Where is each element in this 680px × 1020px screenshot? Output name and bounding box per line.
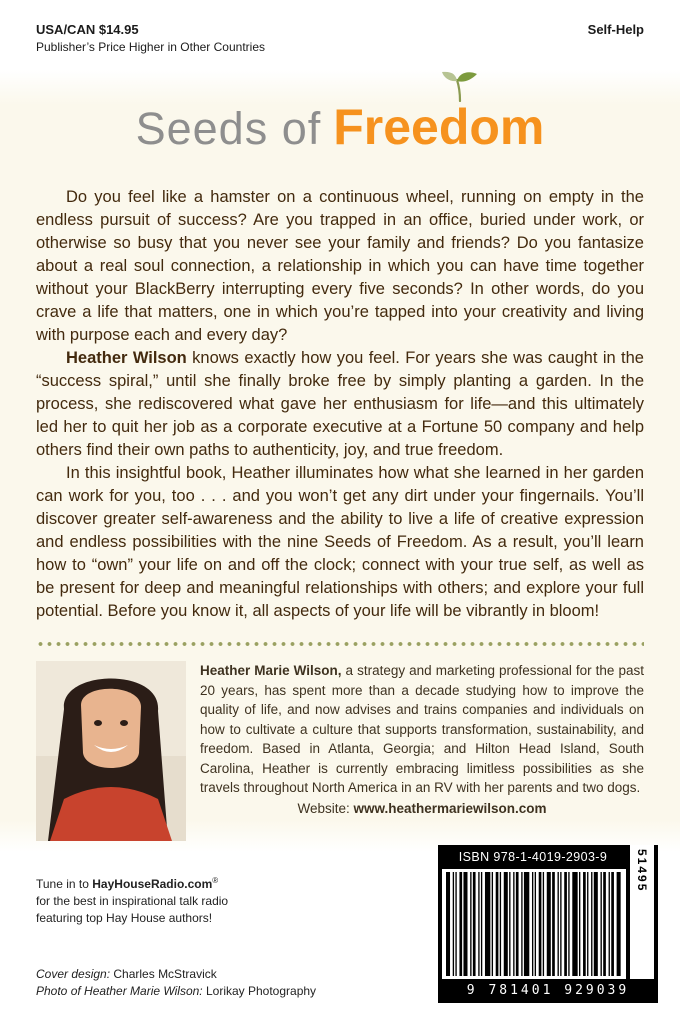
radio-line-3: featuring top Hay House authors!	[36, 911, 213, 925]
website-url: www.heathermariewilson.com	[353, 800, 547, 816]
dotted-divider	[36, 641, 644, 647]
paragraph-2-rest: knows exactly how you feel. For years she was caught in the “success spiral,” until she finally broke free by simply planting a garden. In the process, she rediscovered what gave her enthusiasm for life—and this ultimately led her to quit her job as a corporate executive at a Fortune 50 company and help others find their own paths to authenticity, joy, and true freedom.	[36, 349, 644, 459]
author-photo	[36, 661, 186, 841]
top-bar	[0, 0, 680, 54]
bio-author-name: Heather Marie Wilson,	[200, 663, 342, 678]
photo-credit-label: Photo of Heather Marie Wilson:	[36, 984, 203, 998]
book-title	[0, 98, 680, 156]
price-block	[36, 22, 265, 54]
category-label: Self-Help	[587, 22, 644, 37]
bio-body: a strategy and marketing professional for the past 20 years, has spent more than a decade studying how to improve the quality of life, and now advises and trains companies and individuals on how to cultivate a culture that supports transformation, sustainability, and freedom. Based in Atlanta, Georgia; and Hilton Head Island, South Carolina, Heather is currently embracing limitless possibilities as she travels throughout North America in an RV with her parents and two dogs.	[200, 663, 644, 795]
bio-paragraph	[200, 661, 644, 798]
website-label: Website:	[297, 800, 354, 816]
title-accent: Freedom	[333, 99, 545, 155]
barcode-addon: 51495	[635, 849, 649, 893]
author-bio-section	[36, 661, 644, 841]
price-note: Publisher’s Price Higher in Other Countries	[36, 40, 265, 54]
author-bio-text	[200, 661, 644, 841]
credits	[36, 966, 316, 1000]
title-light: Seeds of	[135, 103, 322, 154]
author-name-bold: Heather Wilson	[66, 349, 187, 367]
radio-line-1	[36, 872, 228, 893]
registered-mark: ®	[212, 876, 219, 885]
paragraph-3: In this insightful book, Heather illuminates how what she learned in her garden can work for you, too . . . and you won’t get any dirt under your fingernails. You’ll discover greater self-awareness and the ability to live a life of creative expression and endless possibilities with the nine Seeds of Freedom. As a result, you’ll learn how to “own” your life on and off the clock; connect with your true self, as well as be present for deep and meaningful relationships with others; and explore your full potential. Before you know it, all aspects of your life will be vibrantly in bloom!	[36, 464, 644, 620]
barcode-bars	[446, 872, 622, 976]
isbn-text: ISBN 978-1-4019-2903-9	[458, 850, 608, 864]
cover-design-value: Charles McStravick	[110, 967, 217, 981]
photo-credit	[36, 983, 316, 1000]
website-line	[200, 799, 644, 819]
barcode-digits: 9 781401 929039	[466, 983, 630, 998]
barcode-window	[442, 869, 626, 979]
photo-credit-value: Lorikay Photography	[202, 984, 317, 998]
price: USA/CAN $14.95	[36, 22, 139, 37]
back-cover-copy	[36, 186, 644, 623]
radio-line-2: for the best in inspirational talk radio	[36, 894, 229, 908]
barcode-block	[438, 845, 658, 1003]
paragraph-2	[36, 347, 644, 462]
cover-design-label: Cover design:	[36, 967, 111, 981]
radio-prefix: Tune in to	[36, 877, 93, 891]
paragraph-1: Do you feel like a hamster on a continuous wheel, running on empty in the endless pursuit of success? Are you trapped in an office, buried under work, or otherwise so busy that you never see your family and friends? Do you fantasize about a real soul connection, a relationship in which you can have time together without your BlackBerry interrupting every five seconds? In other words, do you crave a life that matters, one in which you’re tapped into your creativity and living with purpose each and every day?	[36, 188, 644, 344]
sprout-icon	[441, 70, 479, 102]
radio-site: HayHouseRadio.com	[92, 877, 213, 891]
barcode-addon-strip	[630, 845, 654, 979]
cover-design-credit	[36, 966, 316, 983]
title-accent-wrap	[333, 98, 544, 156]
radio-promo	[36, 872, 228, 927]
